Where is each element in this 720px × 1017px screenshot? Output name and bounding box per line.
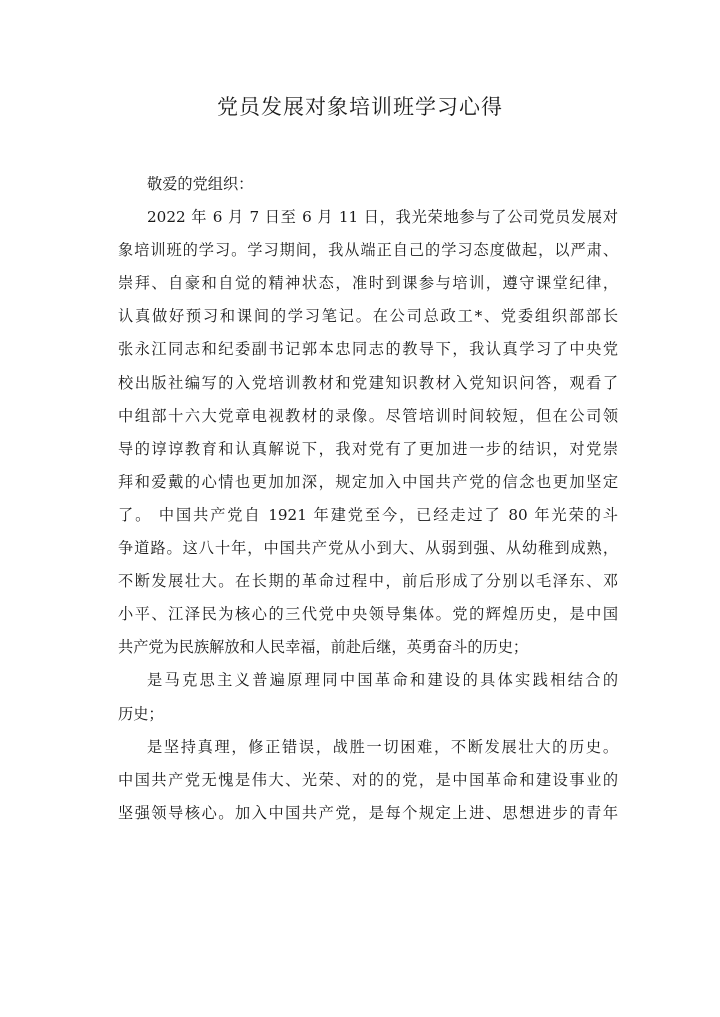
body-line: 争道路。这八十年，中国共产党从小到大、从弱到强、从幼稚到成熟， — [118, 539, 618, 558]
body-line: 坚强领导核心。加入中国共产党，是每个规定上进、思想进步的青年 — [118, 803, 618, 822]
body-line: 拜和爱戴的心情也更加加深，规定加入中国共产党的信念也更加坚定 — [118, 472, 618, 491]
body-line: 张永江同志和纪委副书记郭本忠同志的教导下，我认真学习了中央党 — [118, 340, 618, 359]
document-title: 党员发展对象培训班学习心得 — [217, 95, 503, 119]
body-line: 了。 中国共产党自 1921 年建党至今，已经走过了 80 年光荣的斗 — [118, 505, 618, 524]
document-body — [118, 168, 618, 830]
body-line: 共产党为民族解放和人民幸福，前赴后继，英勇奋斗的历史； — [118, 638, 529, 657]
body-line: 象培训班的学习。学习期间，我从端正自己的学习态度做起，以严肃、 — [118, 241, 618, 260]
body-line: 小平、江泽民为核心的三代党中央领导集体。党的辉煌历史，是中国 — [118, 605, 618, 624]
body-line: 认真做好预习和课间的学习笔记。在公司总政工*、党委组织部部长 — [118, 307, 618, 326]
body-line: 中国共产党无愧是伟大、光荣、对的的党，是中国革命和建设事业的 — [118, 770, 618, 789]
body-line: 2022 年 6 月 7 日至 6 月 11 日，我光荣地参与了公司党员发展对 — [147, 208, 618, 227]
body-line: 中组部十六大党章电视教材的录像。尽管培训时间较短，但在公司领 — [118, 406, 618, 425]
body-line: 历史； — [118, 704, 164, 723]
body-line: 校出版社编写的入党培训教材和党建知识教材入党知识问答，观看了 — [118, 373, 618, 392]
body-line: 是马克思主义普遍原理同中国革命和建设的具体实践相结合的 — [147, 671, 618, 690]
body-line: 不断发展壮大。在长期的革命过程中，前后形成了分别以毛泽东、邓 — [118, 572, 618, 591]
body-line: 是坚持真理，修正错误，战胜一切困难，不断发展壮大的历史。 — [147, 737, 618, 756]
body-line: 崇拜、自豪和自觉的精神状态，准时到课参与培训，遵守课堂纪律， — [118, 274, 618, 293]
body-line: 导的谆谆教育和认真解说下，我对党有了更加进一步的结识，对党崇 — [118, 439, 618, 458]
salutation: 敬爱的党组织： — [147, 175, 254, 193]
